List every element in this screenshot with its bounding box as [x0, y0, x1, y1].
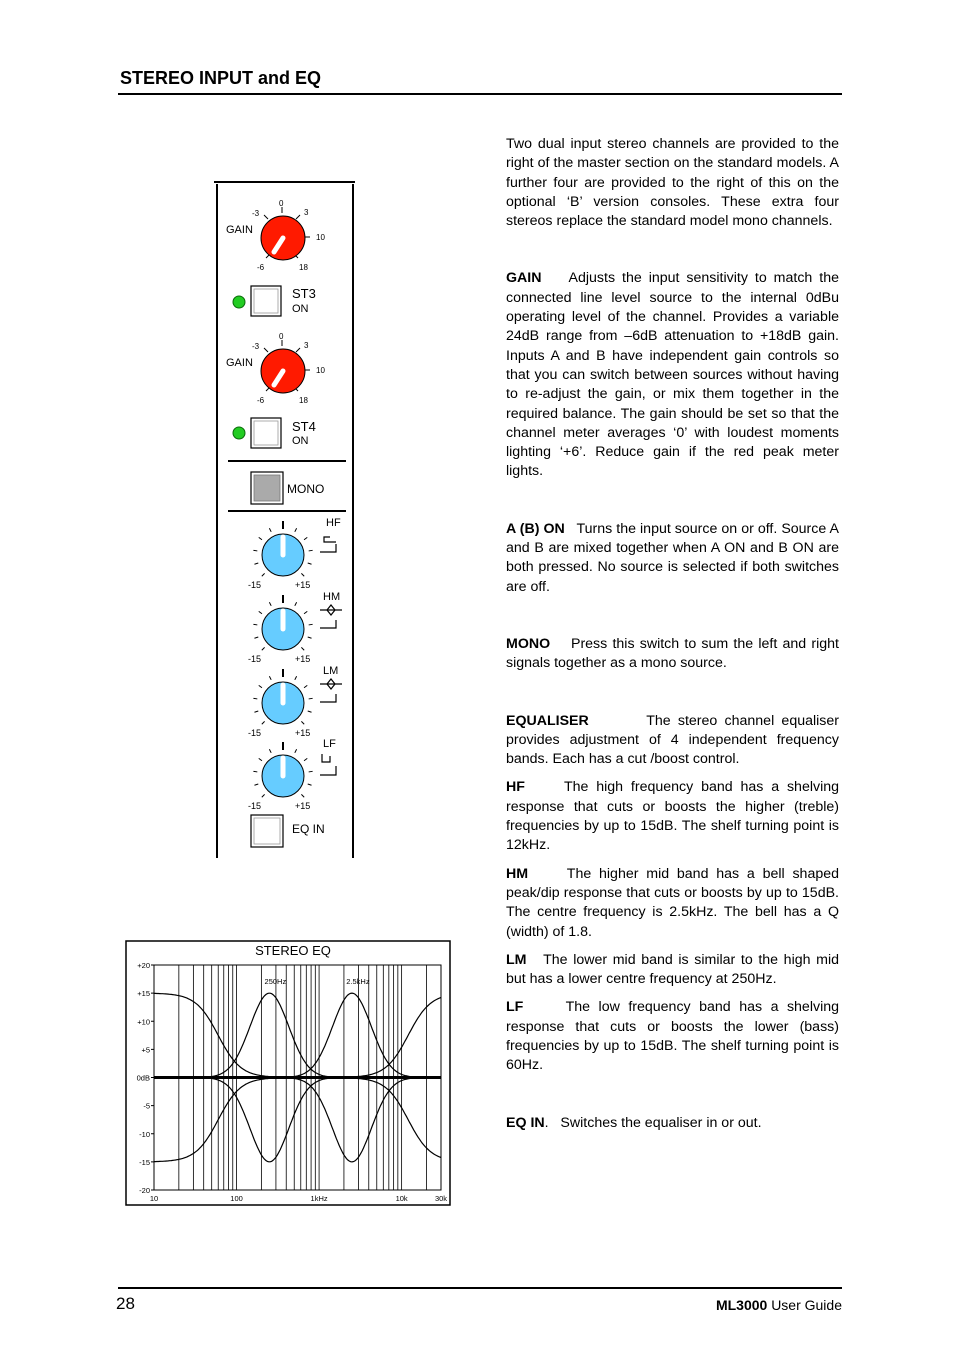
page-title: STEREO INPUT and EQ [120, 68, 322, 88]
eq-knob-lm[interactable] [253, 669, 312, 724]
eq-in-button[interactable] [251, 815, 283, 847]
on-paragraph [506, 520, 839, 597]
gain-term: GAIN [506, 270, 542, 287]
eq-body: The stereo channel equaliser provides adjustment of 4 independent frequency bands. Each has a cut /boost control. [506, 712, 839, 768]
y-tick-label: +10 [137, 1017, 150, 1027]
y-tick-label: 0dB [136, 1073, 150, 1083]
mono-term: MONO [506, 635, 551, 652]
lm-paragraph [506, 951, 839, 990]
footer-model: ML3000 [715, 1297, 768, 1313]
gain2-scale-zero: 0 [279, 332, 284, 341]
intro-paragraph: Two dual input stereo channels are provided to the right of the master section on the standard models. A further four are provided to the right of this on the optional ‘B’ version consoles. These extra four stereos replace the standard model mono channels. [506, 136, 839, 230]
y-tick-label: +5 [141, 1045, 150, 1055]
y-tick-label: -5 [143, 1101, 150, 1111]
x-tick-label: 30k [434, 1194, 448, 1203]
eq-in-label: EQ IN [292, 822, 325, 836]
footer-rule [118, 1287, 842, 1289]
eq-knob-hf[interactable] [253, 521, 312, 576]
on-body: Turns the input source on or off. Source A and B are mixed together when A ON and B ON are both pressed. No source is selected if both switches are off. [506, 520, 839, 595]
footer-guide: User Guide [771, 1297, 842, 1313]
gain-label-st4: GAIN [226, 357, 253, 369]
y-tick-label: -15 [139, 1157, 150, 1167]
x-tick-label: 100 [230, 1194, 243, 1203]
on-term: A (B) ON [506, 520, 565, 537]
lf-term: LF [506, 999, 524, 1016]
lm-bell-icon [320, 679, 342, 702]
gain2-scale-plus10: 10 [316, 366, 325, 375]
y-tick-label: -20 [139, 1186, 150, 1195]
eq-knob-lf[interactable] [253, 742, 312, 797]
lm-term: LM [506, 951, 527, 968]
st4-label: ST4 [292, 419, 316, 434]
gain-knob-st3[interactable] [261, 207, 310, 260]
gain-scale-zero: 0 [279, 199, 284, 208]
hm-bell-icon [320, 605, 342, 628]
gain-scale-minus6: -6 [257, 263, 265, 272]
mono-label: MONO [287, 482, 325, 496]
st3-on-label: ON [292, 303, 309, 315]
gain2-scale-plus3: 3 [304, 341, 309, 350]
eq-term: EQUALISER [506, 712, 589, 729]
eq-scale-min: -15 [248, 728, 262, 738]
hf-shelf-icon [320, 537, 336, 552]
eq-knob-hm[interactable] [253, 595, 312, 650]
stereo-eq-chart [120, 935, 460, 1210]
eq-band-label-hf: HF [326, 517, 341, 529]
st4-on-button[interactable] [251, 418, 281, 448]
gain-body: Adjusts the input sensitivity to match the connected line level source to the internal 0dBu operating level of the channel. Provides a variable 24dB range from –6dB attenuation to +18dB gain. Inputs A and B have independent gain controls so that you can switch between sources without having to re-adjust the gain, or mix them together in the required balance. The gain should be set so that the channel meter averages ‘0’ with loudest moments lighting ‘+6’. Reduce gain if the red peak meter lights. [506, 270, 839, 480]
y-tick-label: +20 [137, 961, 150, 970]
eq-scale-max: +15 [295, 728, 311, 738]
eq-band-label-hm: HM [323, 591, 341, 603]
eqin-body: Switches the equaliser in or out. [560, 1114, 762, 1131]
gain2-scale-plus18: 18 [299, 396, 308, 405]
mono-body: Press this switch to sum the left and right signals together as a mono source. [506, 635, 839, 672]
gain-scale-minus3: -3 [252, 209, 260, 218]
header-rule [118, 93, 842, 95]
x-tick-label: 1kHz [310, 1194, 328, 1203]
y-tick-label: +15 [137, 989, 150, 999]
x-tick-label: 10k [395, 1194, 408, 1203]
eqin-paragraph: EQ IN. Switches the equaliser in or out. [506, 1114, 762, 1131]
lm-body: The lower mid band is similar to the high mid but has a lower centre frequency at 250Hz. [506, 951, 839, 988]
eq-paragraph [506, 712, 839, 770]
gain-paragraph [506, 269, 839, 481]
hm-body: The higher mid band has a bell shaped peak/dip response that cuts or boosts by up to 15dB. The centre frequency is 2.5kHz. The bell has a Q (width) of 1.8. [506, 865, 840, 940]
eq-scale-min: -15 [248, 654, 262, 664]
stereo-channel-strip [200, 170, 370, 870]
body-text [506, 135, 839, 1142]
lf-shelf-icon [320, 754, 336, 775]
gain-scale-plus18: 18 [299, 263, 308, 272]
mono-paragraph [506, 635, 839, 674]
st4-led-icon [233, 427, 245, 439]
hm-paragraph [506, 865, 839, 942]
gain-scale-plus10: 10 [316, 233, 325, 242]
x-tick-label: 10 [149, 1194, 159, 1203]
eq-scale-max: +15 [295, 654, 311, 664]
footer-guide-title [716, 1297, 842, 1313]
chart-title: STEREO EQ [255, 943, 331, 958]
lf-paragraph [506, 998, 839, 1075]
gain-scale-plus3: 3 [304, 208, 309, 217]
eq-scale-min: -15 [248, 580, 262, 590]
gain-knob-st4[interactable] [261, 340, 310, 393]
eq-band-label-lf: LF [323, 738, 336, 750]
gain-label-st3: GAIN [226, 224, 253, 236]
hf-paragraph [506, 778, 839, 855]
st3-label: ST3 [292, 286, 316, 301]
hf-body: The high frequency band has a shelving response that cuts or boosts the higher (treble) frequencies by up to 15dB. The shelf turning point is 12kHz. [506, 779, 840, 854]
st3-led-icon [233, 296, 245, 308]
st4-on-label: ON [292, 435, 309, 447]
eq-band-label-lm: LM [323, 665, 339, 677]
page-number: 28 [116, 1294, 135, 1313]
st3-on-button[interactable] [251, 286, 281, 316]
gain2-scale-minus3: -3 [252, 342, 260, 351]
freq-annotation: 250Hz [264, 977, 287, 986]
eq-scale-min: -15 [248, 801, 262, 811]
freq-annotation: 2.5kHz [346, 977, 370, 986]
eq-scale-max: +15 [295, 580, 311, 590]
hf-term: HF [506, 779, 525, 796]
eqin-term: EQ IN [506, 1114, 545, 1131]
eq-scale-max: +15 [295, 801, 311, 811]
y-tick-label: -10 [139, 1129, 150, 1139]
gain2-scale-minus6: -6 [257, 396, 265, 405]
lf-body: The low frequency band has a shelving response that cuts or boosts the lower (bass) frequencies by up to 15dB. The shelf turning point is 60Hz. [506, 999, 840, 1074]
hm-term: HM [506, 865, 529, 882]
